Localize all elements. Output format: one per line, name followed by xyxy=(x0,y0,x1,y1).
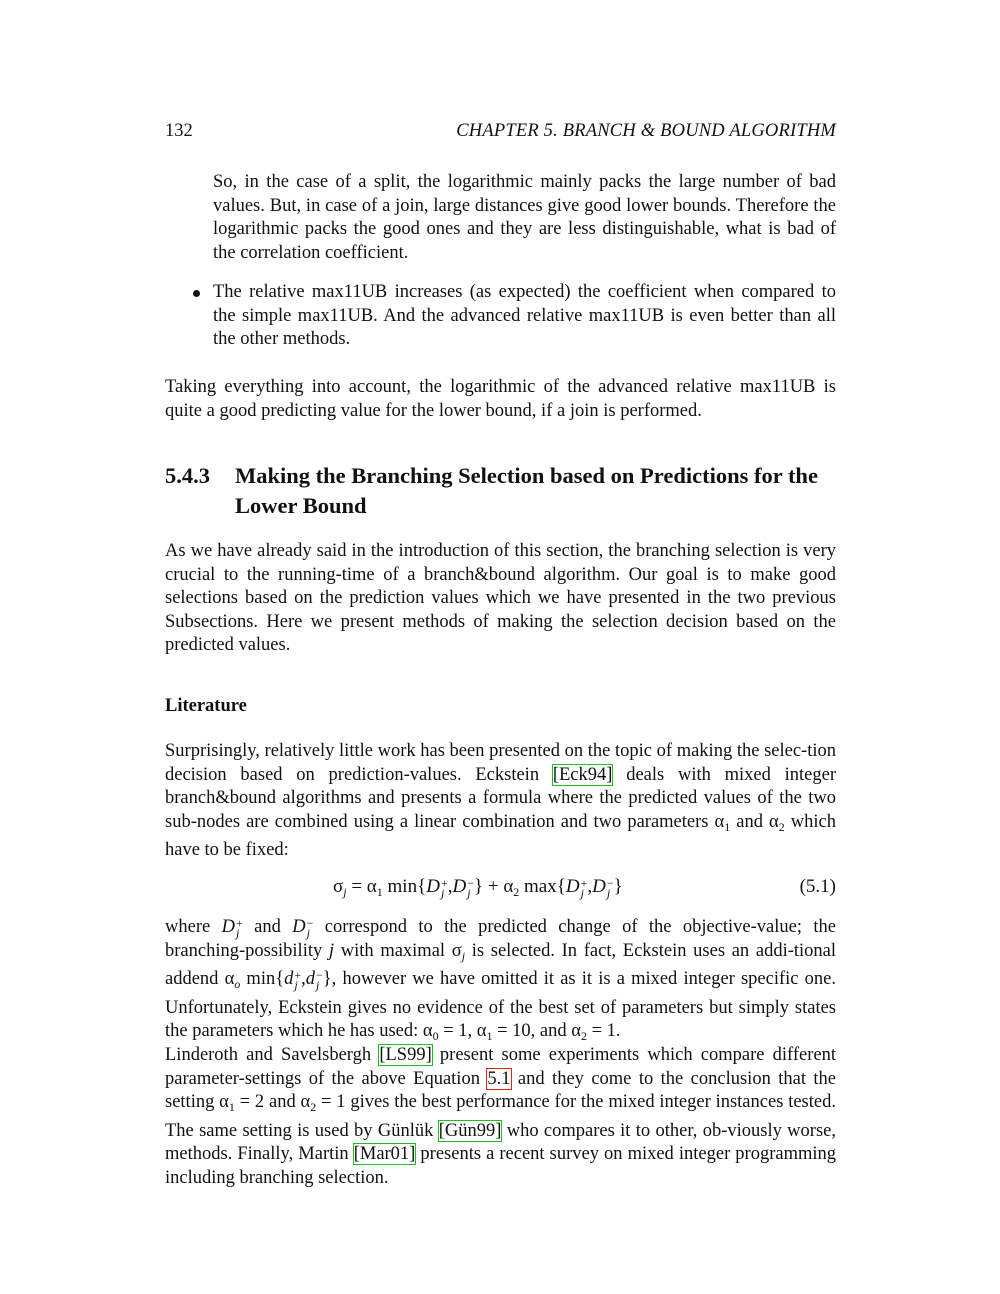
equation-formula: $\sigma_j = \alpha_1$ min{D + j ,D − j } + $\alpha_2$ max{D + j ,D − j } xyxy=(333,875,623,900)
section-title: Making the Branching Selection based on Predictions for the Lower Bound xyxy=(235,463,818,518)
paragraph-text: So, in the case of a split, the logarithmic mainly packs the large number of bad values. But, in case of a join, large distances give good lower bounds. Therefore the logarithmic packs the good ones and they are less distinguishable, what is bad of the correlation coefficient. xyxy=(213,172,836,263)
text-run: correspond to the predicted change of the objective-value; the branching-possibility xyxy=(165,917,836,961)
equation-link-5-1[interactable]: 5.1 xyxy=(487,1068,511,1089)
text-run: and they come to the conclusion that the setting α xyxy=(165,1068,837,1113)
paragraph-intro xyxy=(165,540,836,658)
page-number: 132 xyxy=(165,121,193,141)
text-run: who compares it to other, ob-viously worse, methods. Finally, Martin xyxy=(165,1120,836,1165)
text-run: presents a recent survey on mixed integer programming including branching selection. xyxy=(165,1144,836,1188)
subscript: 1 xyxy=(724,819,731,834)
paragraph-text: Linderoth and Savelsbergh [LS99] present some experiments which compare different parameter-settings of the above Equation 5.1 and they come to the conclusion that the setting $\alpha_1 = 2$ and $\alpha_2 = 1$ gives the best performance for the mixed integer instances tested. The same setting is used by Günlük [Gün99] who compares it to other, ob-viously worse, methods. Finally, Martin [Mar01] presents a recent survey on mixed integer programming including branching selection. xyxy=(165,1045,837,1188)
citation-link-ls99[interactable]: [LS99] xyxy=(379,1045,432,1065)
text-run: and α xyxy=(730,811,779,832)
text-run: = 10, and α xyxy=(492,1021,581,1042)
text-run: is selected. In fact, Eckstein uses an addi-tional addend α xyxy=(165,940,836,990)
citation-link-mar01[interactable]: [Mar01] xyxy=(353,1144,416,1165)
equation-block xyxy=(165,872,836,902)
text-run: which have to be fixed: xyxy=(165,811,836,861)
bullet-item xyxy=(165,281,836,352)
paragraph-text xyxy=(165,740,836,863)
citation-link-gun99[interactable]: [Gün99] xyxy=(438,1120,502,1141)
bullet-icon xyxy=(193,290,200,297)
text-run: = 2 and α xyxy=(234,1092,311,1113)
text-run: Linderoth and Savelsbergh xyxy=(165,1045,380,1065)
equation-number: (5.1) xyxy=(799,876,836,897)
text-run: = 1. xyxy=(586,1021,621,1042)
text-run: = 1 gives the best performance for the mixed integer instances tested. The same setting is used by Günlük xyxy=(165,1092,836,1141)
text-run: deals with mixed integer branch&bound algorithms and presents a formula where the predicted values of the two sub-nodes are combined using a linear combination and two parameters α xyxy=(165,764,836,832)
text-run: }, however we have omitted it as it is a mixed integer specific one. Unfortunately, Eckstein gives no evidence of the best set of parameters but simply states the parameters which he has used: α xyxy=(165,969,836,1042)
paragraph-continuation xyxy=(165,171,836,265)
paragraph-experiments xyxy=(165,1044,836,1191)
citation-link-eck94[interactable]: [Eck94] xyxy=(552,764,613,785)
section-number: 5.4.3 xyxy=(165,463,210,488)
text-run: Surprisingly, relatively little work has been presented on the topic of making the selec-tion decision based on prediction-values. Eckstein xyxy=(165,741,836,785)
text-run: present some experiments which compare different parameter-settings of the above Equation xyxy=(165,1045,836,1089)
paragraph-summary xyxy=(165,376,836,423)
text-run: min{ xyxy=(240,969,285,990)
bullet-text: The relative max11UB increases (as expected) the coefficient when compared to the simple max11UB. And the advanced relative max11UB is even better than all the other methods. xyxy=(213,282,836,350)
chapter-title: CHAPTER 5. BRANCH & BOUND ALGORITHM xyxy=(456,121,836,141)
paragraph-text: As we have already said in the introduction of this section, the branching selection is very crucial to the running-time of a branch&bound algorithm. Our goal is to make good selections based on the prediction values which we have presented in the two previous Subsections. Here we present methods of making the selection decision based on the predicted values. xyxy=(165,541,836,656)
text-run: where xyxy=(165,917,222,937)
paragraph-text: where D + j and D − j correspond to the predicted change of the objective-value; the branching-possibility j with maximal $\sigma_j$ is selected. In fact, Eckstein uses an addi-tional addend $\alpha_o$ min{d + j ,d − j }, however we have omitted it as it is a mixed integer specific one. Unfortunately, Eckstein gives no evidence of the best set of parameters but simply states the parameters which he has used: $\alpha_0 = 1$, $\alpha_1 = 10$, and $\alpha_2 = 1$. xyxy=(165,915,836,1044)
text-run: and xyxy=(242,917,293,937)
paragraph-text: Taking everything into account, the logarithmic of the advanced relative max11UB is quite a good predicting value for the lower bound, if a join is performed. xyxy=(165,377,836,421)
paragraph-literature xyxy=(165,740,836,863)
paragraph-heading: Literature xyxy=(165,696,247,716)
text-run: with maximal σ xyxy=(334,940,462,961)
subscript: 2 xyxy=(778,819,785,834)
paragraph-where xyxy=(165,916,836,1049)
text-run: = 1, α xyxy=(438,1021,487,1042)
